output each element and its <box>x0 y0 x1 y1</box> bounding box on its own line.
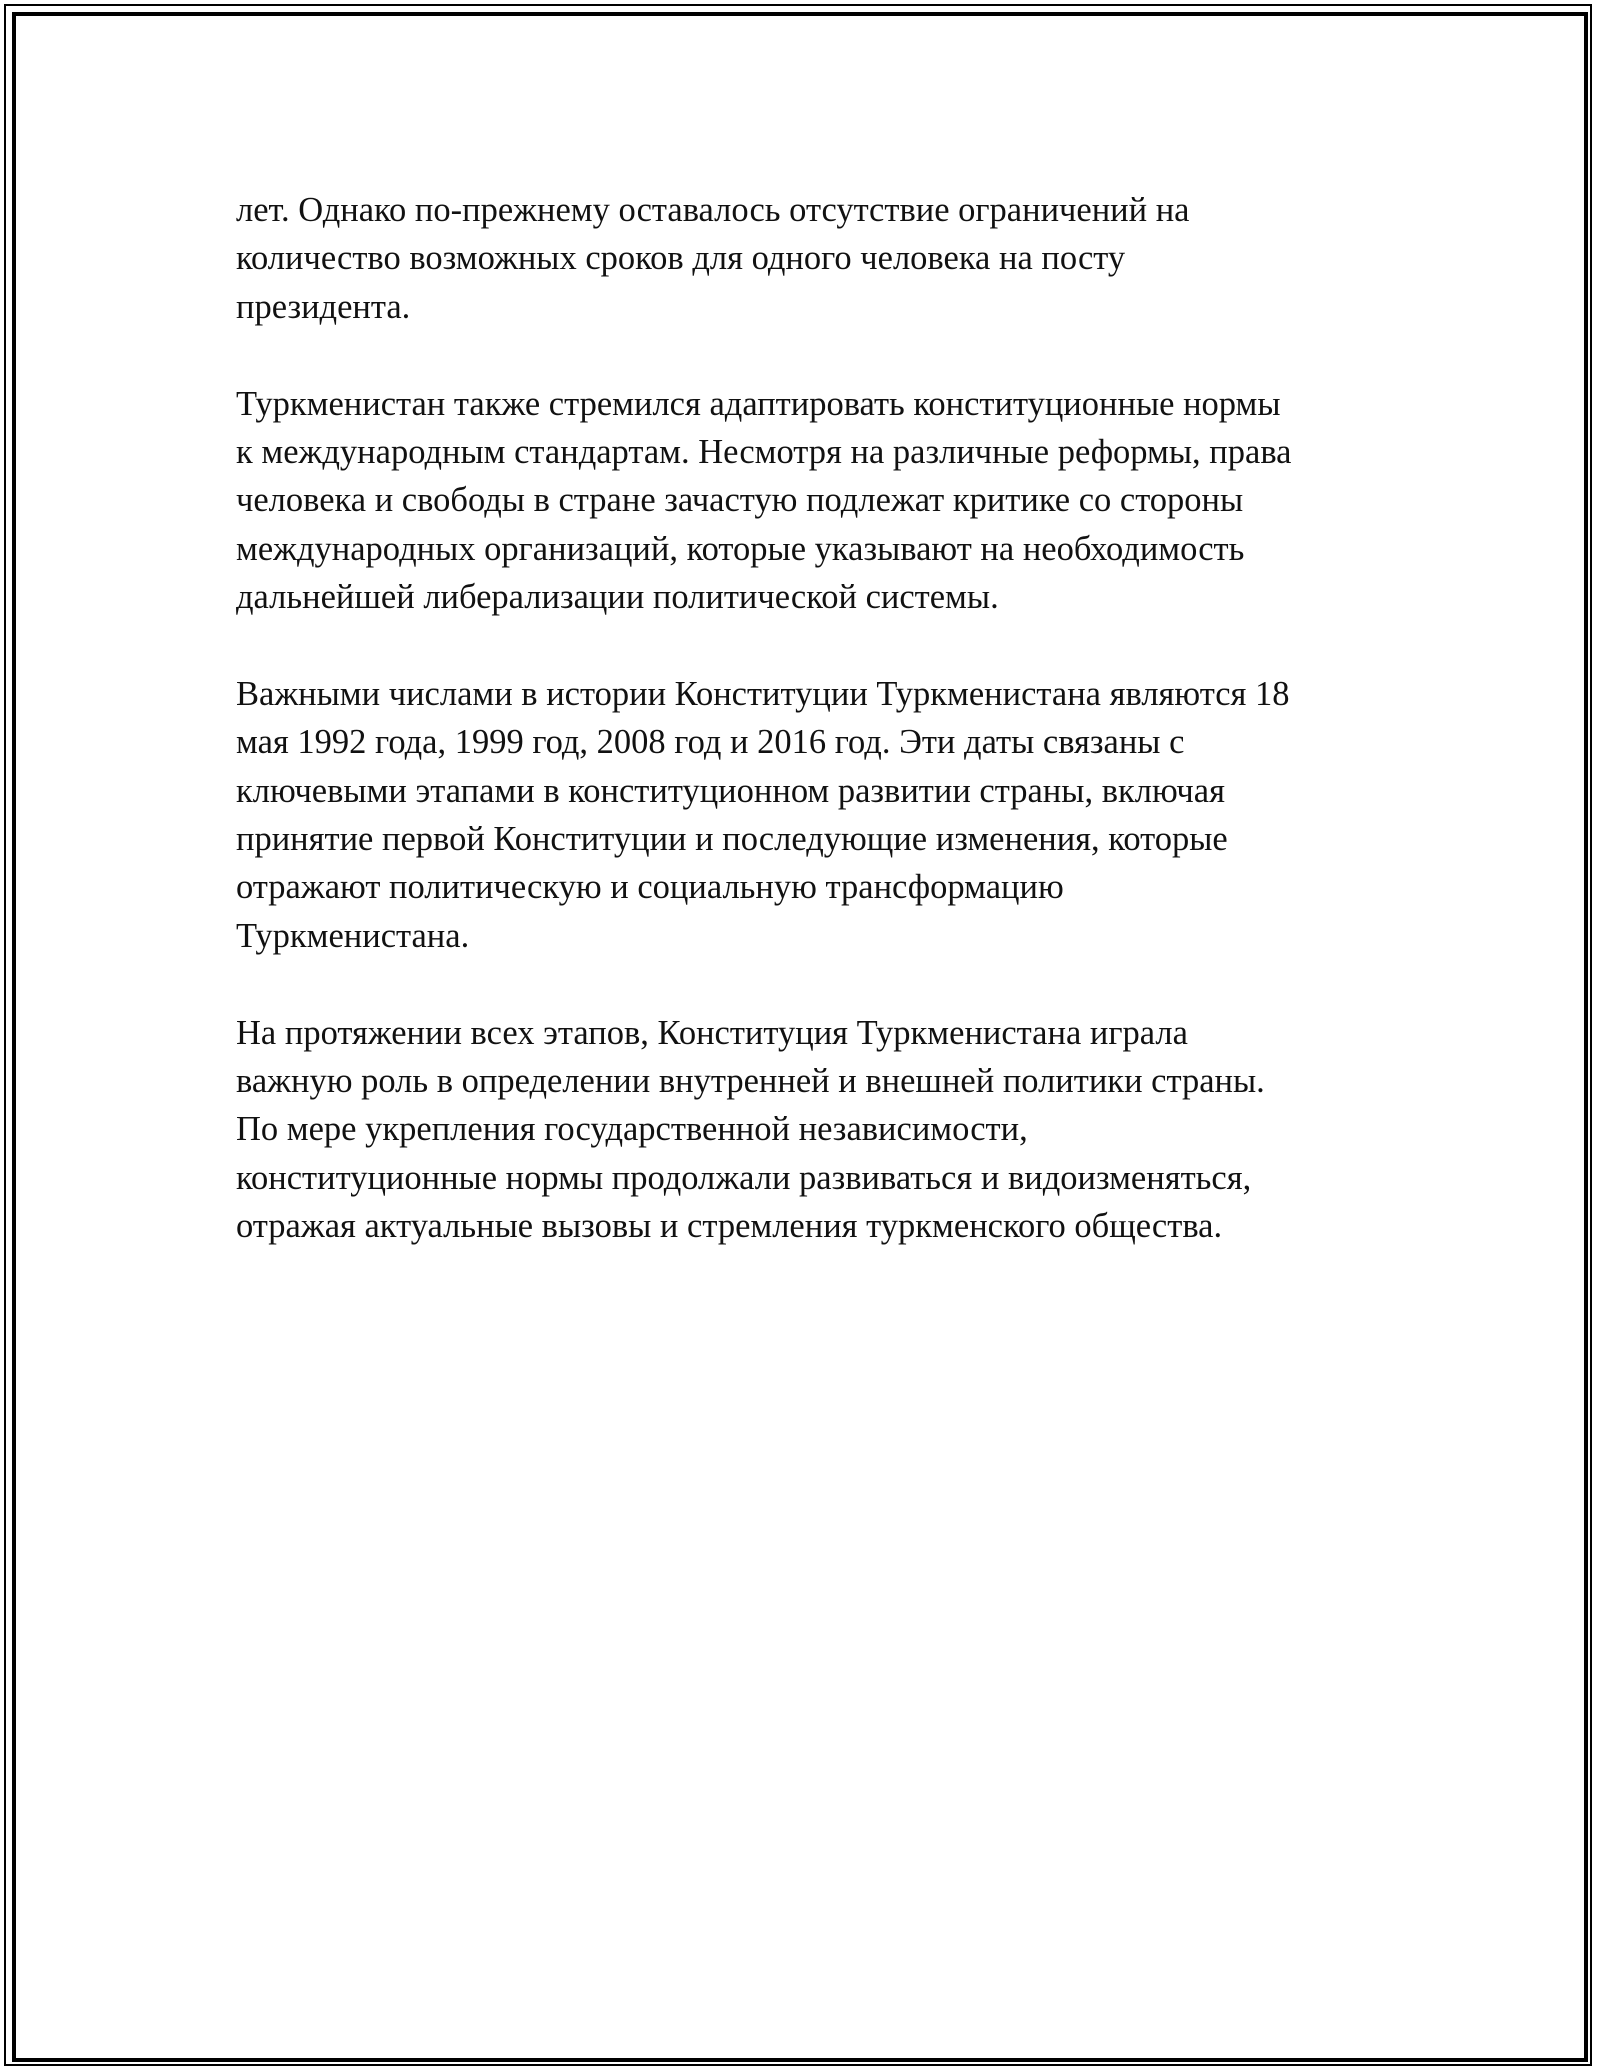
text-line: принятие первой Конституции и последующие изменения, которые <box>236 820 1228 859</box>
paragraph-4 <box>236 1009 1376 1251</box>
text-line: к международным стандартам. Несмотря на различные реформы, права <box>236 432 1292 471</box>
text-line: Туркменистана. <box>236 916 470 955</box>
text-line: важную роль в определении внутренней и внешней политики страны. <box>236 1062 1265 1101</box>
text-line: отражают политическую и социальную трансформацию <box>236 868 1064 907</box>
text-line: Туркменистан также стремился адаптировать конституционные нормы <box>236 384 1281 423</box>
paragraph-3 <box>236 670 1376 960</box>
text-line: мая 1992 года, 1999 год, 2008 год и 2016 год. Эти даты связаны с <box>236 723 1185 762</box>
paragraph-1 <box>236 186 1376 331</box>
text-line: конституционные нормы продолжали развиваться и видоизменяться, <box>236 1158 1252 1197</box>
text-line: лет. Однако по-прежнему оставалось отсутствие ограничений на <box>236 191 1190 229</box>
text-line: международных организаций, которые указывают на необходимость <box>236 529 1245 568</box>
text-line: Важными числами в истории Конституции Туркменистана являются 18 <box>236 674 1290 713</box>
text-line: дальнейшей либерализации политической системы. <box>236 578 999 617</box>
text-line: президента. <box>236 287 411 326</box>
document-body <box>236 186 1376 1299</box>
text-line: количество возможных сроков для одного человека на посту <box>236 239 1126 278</box>
text-line: По мере укрепления государственной независимости, <box>236 1110 1028 1149</box>
text-line: На протяжении всех этапов, Конституция Туркменистана играла <box>236 1013 1188 1052</box>
paragraph-2 <box>236 380 1376 622</box>
text-line: человека и свободы в стране зачастую подлежат критике со стороны <box>236 481 1244 520</box>
text-line: отражая актуальные вызовы и стремления туркменского общества. <box>236 1207 1223 1246</box>
text-line: ключевыми этапами в конституционном развитии страны, включая <box>236 771 1225 810</box>
